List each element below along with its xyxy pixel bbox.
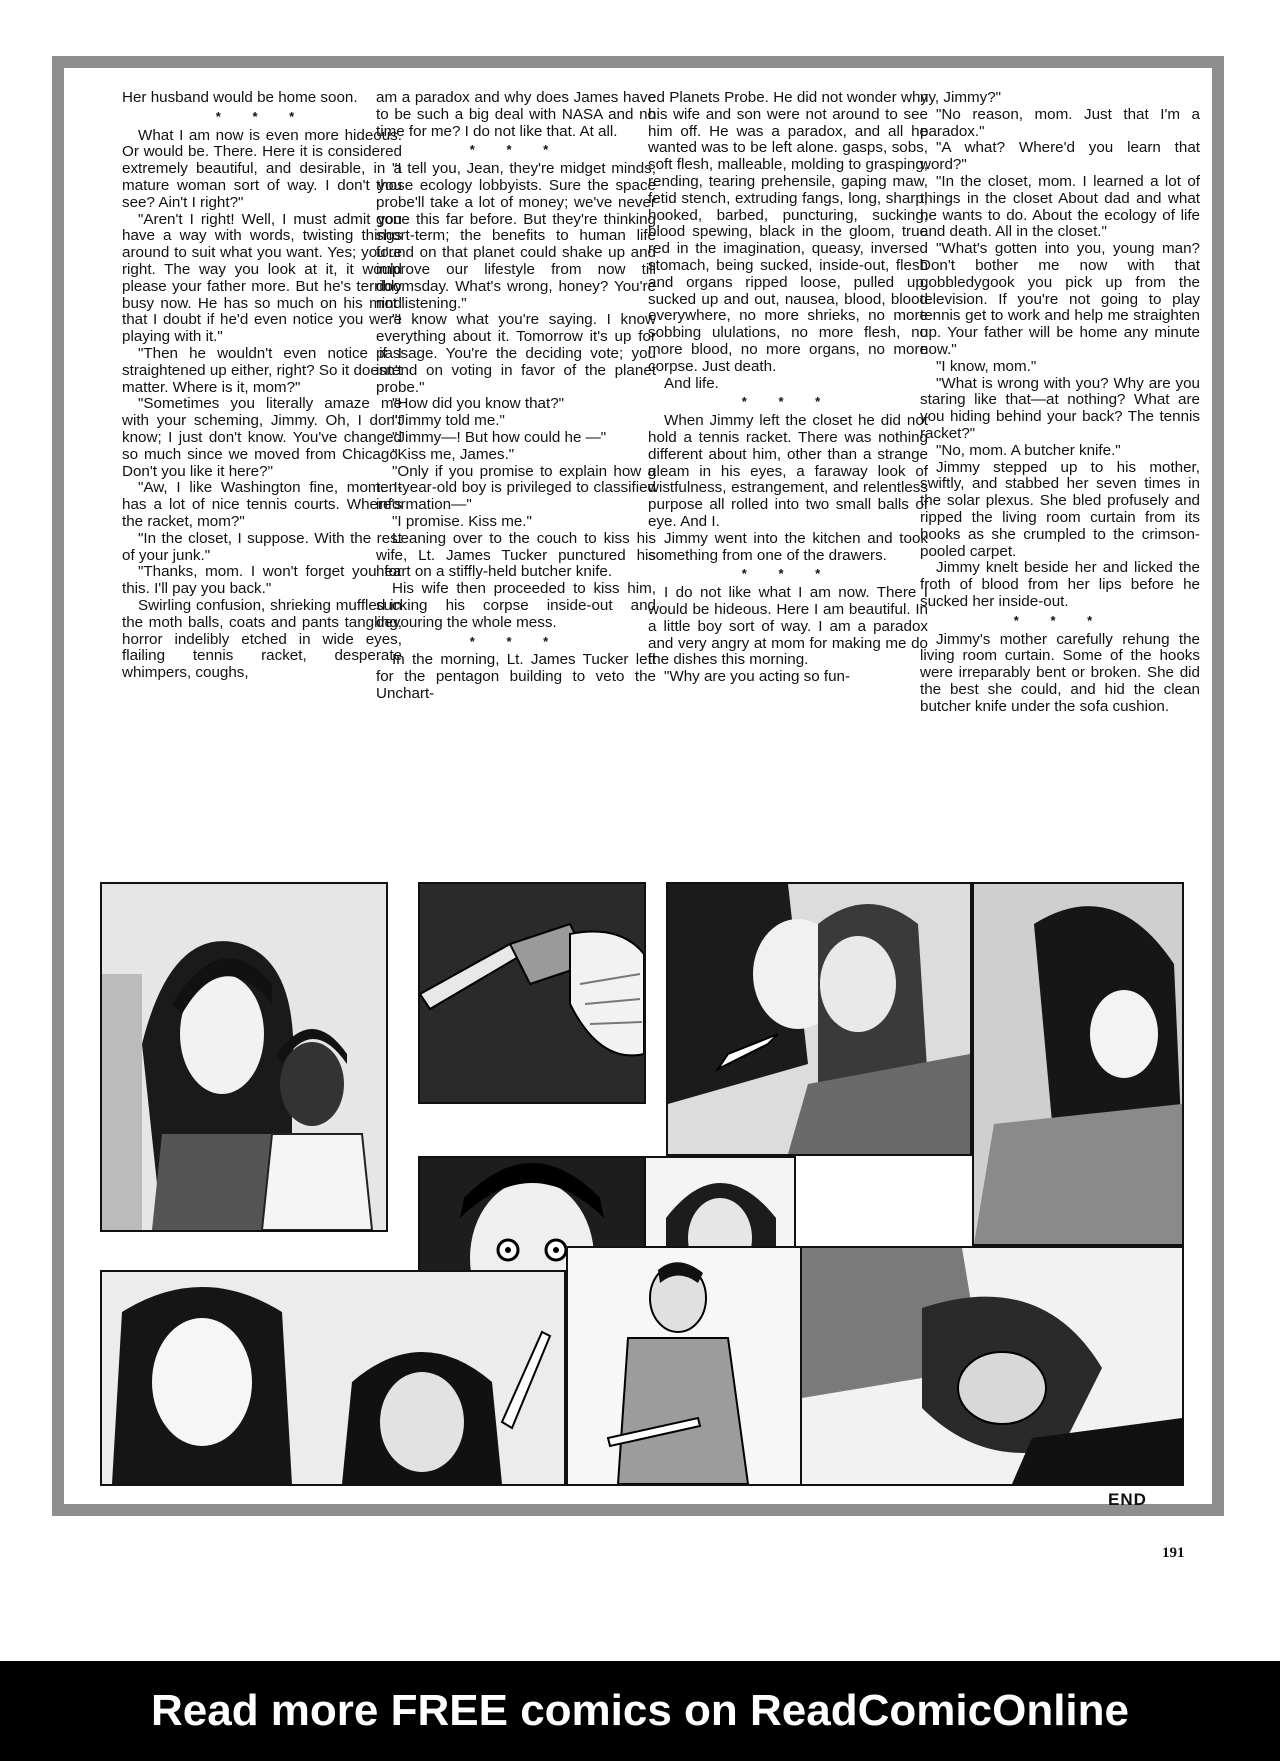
- paragraph: ny, Jimmy?": [920, 90, 1002, 106]
- paragraph: "I tell you, Jean, they're midget minds, those ecology lobbyists. Sure the space probe'll take a lot of money; we've never gone this far before. But they're thinking short-term; the benefits to human life found on that planet could shake up and improve our lifestyle from now till doomsday. What's wrong, honey? You're not listening.": [376, 160, 656, 312]
- paragraph: "In the closet, I suppose. With the rest of your junk.": [122, 529, 402, 564]
- paragraph: And life.: [664, 374, 719, 392]
- paragraph: "How did you know that?": [392, 395, 565, 413]
- paragraph: "What is wrong with you? Why are you staring like that—at nothing? What are you hiding behind your back? The tennis racket?": [920, 374, 1200, 442]
- panel-soldier-with-knife: [566, 1246, 802, 1486]
- paragraph: Jimmy knelt beside her and licked the froth of blood from her lips before he sucked her inside-out.: [920, 559, 1200, 610]
- paragraph: "Aw, I like Washington fine, mom. It has a lot of nice tennis courts. Where's the racket, mom?": [122, 479, 402, 530]
- paragraph: "I know what you're saying. I know everything about it. Tomorrow it's up for passage. You're the deciding vote; you intend on voting in favor of the planet probe.": [376, 311, 656, 396]
- panel-mother-scene: [972, 882, 1184, 1246]
- paragraph: Leaning over to the couch to kiss his wife, Lt. James Tucker punctured his heart on a stiffly-held butcher knife.: [376, 529, 656, 581]
- paragraph: "What's gotten into you, young man? Don't bother me now with that gobbledygook you pick up from the television. If you're not going to play tennis get to work and help me straighten up. Your father will be home any minute now.": [920, 240, 1200, 358]
- text-column-2: [376, 90, 656, 872]
- paragraph: "Thanks, mom. I won't forget you for this. I'll pay you back.": [122, 563, 402, 598]
- paragraph: "Jimmy—! But how could he —": [392, 428, 607, 446]
- section-separator: * * *: [469, 142, 563, 158]
- section-separator: * * *: [215, 108, 309, 124]
- panel-victim-on-floor: [800, 1246, 1184, 1486]
- paragraph: Jimmy stepped up to his mother, swiftly, and stabbed her seven times in the solar plexus. She bled profusely and ripped the living room curtain from its hooks as she crumpled to the crimson-pooled carpet.: [920, 458, 1200, 560]
- panel-mother-and-boy: [100, 882, 388, 1232]
- section-separator: * * *: [741, 566, 835, 582]
- paragraph: "Kiss me, James.": [392, 445, 515, 463]
- paragraph: What I am now is even more hideous. Or would be. There. Here it is considered extremely beautiful, and desirable, in a mature woman sort of way. I don't you see? Ain't I right?": [122, 126, 402, 211]
- page-number: 191: [1162, 1545, 1185, 1561]
- site-banner[interactable]: [0, 1661, 1280, 1761]
- paragraph: Swirling confusion, shrieking muffled in the moth balls, coats and pants tangling, horror indelibly etched in wide eyes, flailing tennis racket, desperate whimpers, coughs,: [122, 596, 402, 682]
- paragraph: I do not like what I am now. There I would be hideous. Here I am beautiful. In a little boy sort of way. I am a paradox and very angry at mom for making me do the dishes this morning.: [648, 584, 928, 669]
- paragraph: Her husband would be home soon.: [122, 90, 358, 106]
- section-separator: * * *: [741, 394, 835, 410]
- paragraph: "Jimmy told me.": [392, 412, 505, 430]
- paragraph: "No reason, mom. Just that I'm a paradox.": [920, 105, 1200, 140]
- paragraph: "Sometimes you literally amaze me with your scheming, Jimmy. Oh, I don't know; I just don't know. You've changed so much since we moved from Chicago. Don't you like it here?": [122, 395, 402, 480]
- paragraph: "A what? Where'd you learn that word?": [920, 139, 1200, 174]
- paragraph: Jimmy went into the kitchen and took something from one of the drawers.: [648, 529, 928, 564]
- paragraph: In the morning, Lt. James Tucker left for the pentagon building to veto the Unchart-: [376, 651, 656, 702]
- text-column-1: [122, 90, 402, 872]
- panel-terrified-mother: [100, 1270, 566, 1486]
- panel-knife-hand: [418, 882, 646, 1104]
- end-label: END: [1108, 1490, 1147, 1509]
- paragraph: am a paradox and why does James have to be such a big deal with NASA and no time for me? I do not like that. At all.: [376, 90, 656, 140]
- panel-kiss: [666, 882, 972, 1156]
- paragraph: His wife then proceeded to kiss him, sucking his corpse inside-out and devouring the whole mess.: [376, 580, 656, 631]
- section-separator: * * *: [469, 633, 563, 649]
- site-banner-text[interactable]: Read more FREE comics on ReadComicOnline: [150, 1686, 1129, 1735]
- paragraph: When Jimmy left the closet he did not hold a tennis racket. There was nothing different about him, other than a strange gleam in his eyes, a faraway look of wistfulness, estrangement, and relentless purpose all rolled into two small balls of eye. And I.: [648, 412, 928, 530]
- text-column-3: [648, 90, 928, 872]
- paragraph: Jimmy's mother carefully rehung the living room curtain. Some of the hooks were irreparably bent or broken. She did the best she could, and hid the clean butcher knife under the sofa cushion.: [920, 630, 1200, 715]
- paragraph: "In the closet, mom. I learned a lot of things in the closet About dad and what he wants to do. About the ecology of life and death. All in the closet.": [920, 172, 1200, 241]
- text-column-4: [920, 90, 1200, 872]
- paragraph: "Why are you acting so fun-: [664, 668, 851, 686]
- section-separator: * * *: [1013, 612, 1107, 628]
- paragraph: "Then he wouldn't even notice if I straightened up either, right? So it doesn't matter. Where is it, mom?": [122, 344, 402, 396]
- paragraph: "No, mom. A butcher knife.": [936, 441, 1121, 459]
- paragraph: "Only if you promise to explain how a ten-year-old boy is privileged to classified information—": [376, 462, 656, 514]
- paragraph: "Aren't I right! Well, I must admit you have a way with words, twisting things around to suit what you want. Yes; you're right. The way you look at it, it would please your father more. But he's terribly busy now. He has so much on his mind that I doubt if he'd even notice you were playing with it.": [122, 210, 402, 346]
- paragraph: "I promise. Kiss me.": [392, 512, 532, 530]
- paragraph: "I know, mom.": [936, 357, 1037, 375]
- paragraph: ed Planets Probe. He did not wonder why his wife and son were not around to see him off. He was a paradox, and all he wanted was to be left alone. gasps, sobs, soft flesh, malleable, molding to grasping, rending, tearing prehensile, gaping maw, fetid stench, extruding fangs, long, sharp, hooked, barbed, puncturing, sucking, blood spewing, black in the gloom, true red in the imagination, queasy, inversed stomach, being sucked, inside-out, flesh and organs ripped loose, pulled up, sucked up and out, nausea, blood, blood everywhere, no more shrieks, no more sobbing ululations, no more flesh, no more blood, no more organs, no more corpse. Just death.: [648, 90, 928, 375]
